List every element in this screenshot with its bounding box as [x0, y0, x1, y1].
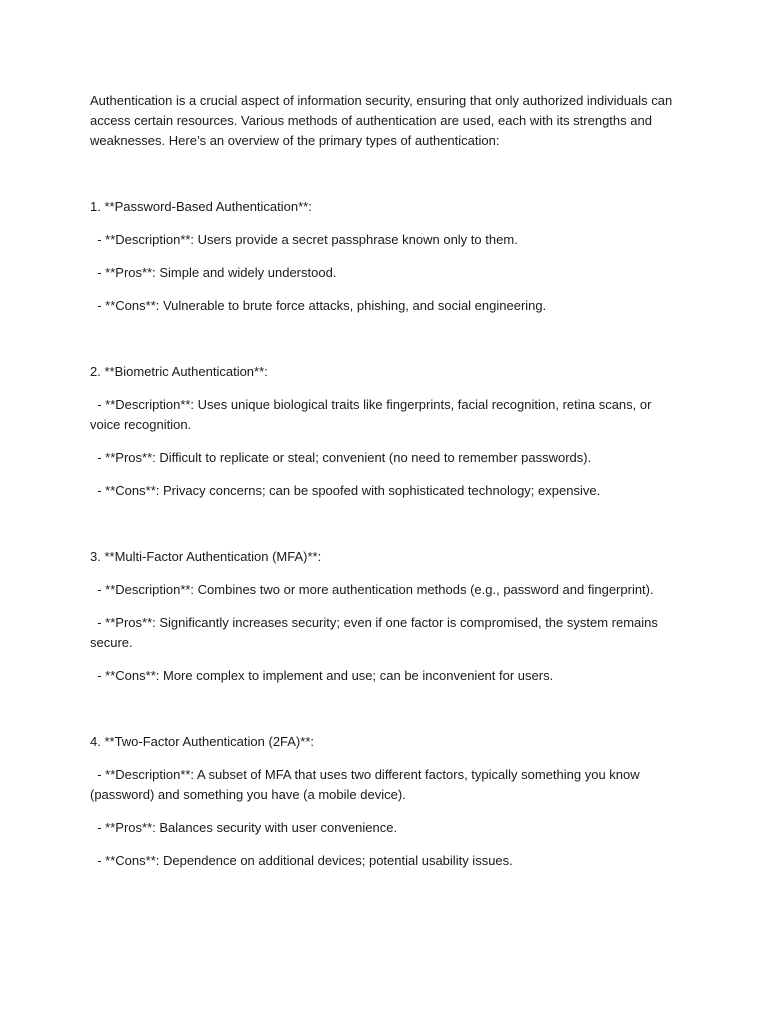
description-bullet: - **Description**: Users provide a secret passphrase known only to them.: [90, 232, 518, 247]
pros-bullet: - **Pros**: Difficult to replicate or steal; convenient (no need to remember passwords).: [90, 450, 592, 465]
section-heading: 2. **Biometric Authentication**:: [90, 364, 268, 379]
section-heading: 3. **Multi-Factor Authentication (MFA)**:: [90, 549, 322, 564]
section-heading: 4. **Two-Factor Authentication (2FA)**:: [90, 734, 314, 749]
cons-bullet: - **Cons**: Privacy concerns; can be spoofed with sophisticated technology; expensive.: [90, 483, 601, 498]
intro-paragraph: Authentication is a crucial aspect of information security, ensuring that only authorized individuals can access certain resources. Various methods of authentication are used, each with its strengths and weaknesses. Here’s an overview of the primary types of authentication:: [90, 93, 673, 148]
description-bullet: - **Description**: Uses unique biological traits like fingerprints, facial recognition, retina scans, or voice recognition.: [90, 397, 656, 432]
section-biometric: [90, 362, 680, 501]
section-mfa: [90, 547, 680, 686]
cons-bullet: - **Cons**: Dependence on additional devices; potential usability issues.: [90, 853, 513, 868]
pros-bullet: - **Pros**: Balances security with user convenience.: [90, 820, 398, 835]
description-bullet: - **Description**: A subset of MFA that uses two different factors, typically something you know (password) and something you have (a mobile device).: [90, 767, 644, 802]
cons-bullet: - **Cons**: Vulnerable to brute force attacks, phishing, and social engineering.: [90, 298, 547, 313]
cons-bullet: - **Cons**: More complex to implement and use; can be inconvenient for users.: [90, 668, 554, 683]
description-bullet: - **Description**: Combines two or more authentication methods (e.g., password and fingerprint).: [90, 582, 654, 597]
section-heading: 1. **Password-Based Authentication**:: [90, 199, 312, 214]
pros-bullet: - **Pros**: Significantly increases security; even if one factor is compromised, the system remains secure.: [90, 615, 662, 650]
section-password: [90, 197, 680, 316]
pros-bullet: - **Pros**: Simple and widely understood.: [90, 265, 337, 280]
section-2fa: [90, 732, 680, 871]
document-page: [90, 91, 680, 884]
